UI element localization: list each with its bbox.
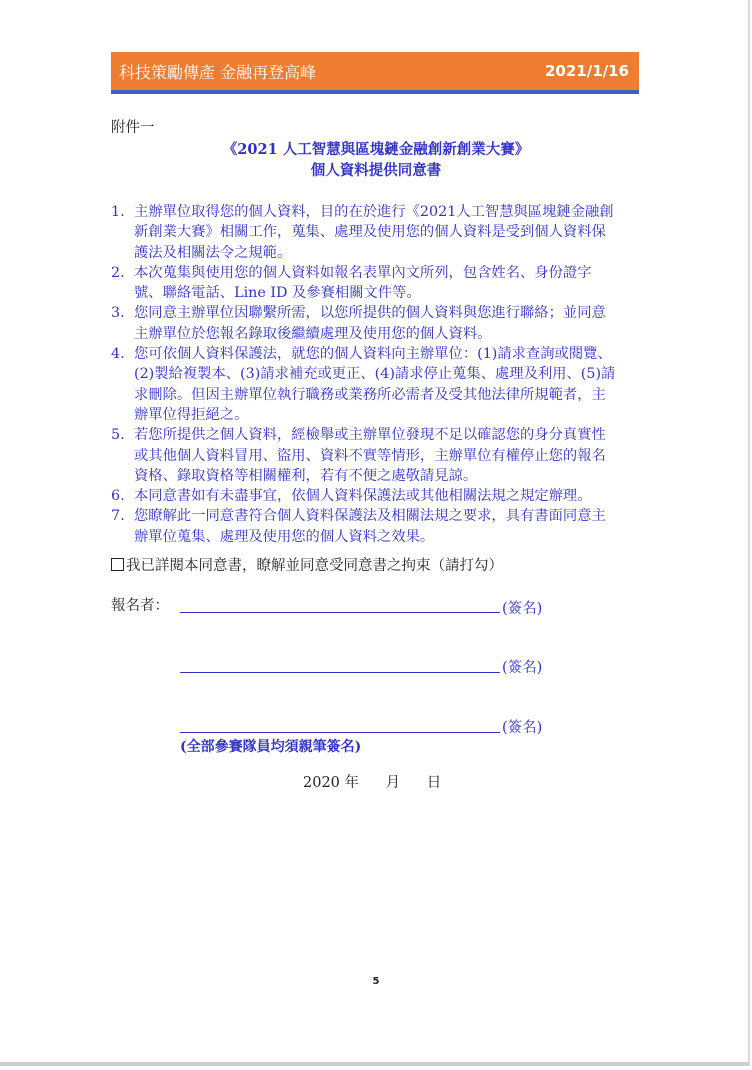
attachment-label: 附件一 — [111, 120, 155, 136]
header-date: 2021/1/16 — [544, 62, 629, 80]
consent-checkbox[interactable] — [111, 558, 124, 571]
date-line — [303, 773, 463, 793]
signer-label: 報名者： — [111, 598, 169, 614]
terms-list-item — [111, 506, 643, 547]
document-title: 《2021 人工智慧與區塊鏈金融創新創業大賽》 — [222, 141, 530, 158]
list-item-text-line: 辦單位得拒絕之。 — [134, 406, 249, 423]
team-signature-note: (全部參賽隊員均須親筆簽名) — [180, 739, 362, 755]
list-item-text-line: 主辦單位於您報名錄取後繼續處理及使用您的個人資料。 — [134, 325, 492, 342]
signature-line-3[interactable] — [180, 732, 500, 733]
list-item-text-line: (2)製給複製本、(3)請求補充或更正、(4)請求停止蒐集、處理及利用、(5)請 — [134, 366, 616, 383]
list-item-number: 2. — [111, 264, 125, 281]
date-day: 日 — [426, 775, 442, 791]
list-item-text-line: 若您所提供之個人資料，經檢舉或主辦單位發現不足以確認您的身分真實性 — [134, 427, 606, 444]
signature-line-2[interactable] — [180, 672, 500, 673]
document-subtitle: 個人資料提供同意書 — [310, 162, 442, 179]
list-item-text-line: 護法及相關法令之規範。 — [134, 244, 292, 261]
document-header — [111, 52, 639, 94]
list-item-number: 7. — [111, 508, 125, 525]
terms-list-item — [111, 263, 643, 304]
terms-list-item — [111, 202, 643, 263]
signature-suffix-1: (簽名) — [502, 601, 543, 617]
date-year: 2020 年 — [303, 775, 360, 791]
list-item-text-line: 或其他個人資料冒用、盜用、資料不實等情形，主辦單位有權停止您的報名 — [134, 447, 606, 464]
list-item-text-line: 求刪除。但因主辦單位執行職務或業務所必需者及受其他法律所規範者，主 — [134, 386, 606, 403]
terms-list-item — [111, 486, 643, 506]
page-number: 5 — [372, 976, 380, 987]
date-month: 月 — [385, 775, 401, 791]
terms-list-item — [111, 344, 643, 425]
list-item-text-line: 新創業大賽》相關工作，蒐集、處理及使用您的個人資料是受到個人資料保 — [134, 224, 606, 241]
header-title: 科技策勵傳產 金融再登高峰 — [119, 62, 317, 82]
signature-suffix-2: (簽名) — [502, 660, 543, 676]
list-item-text-line: 您可依個人資料保護法，就您的個人資料向主辦單位：(1)請求查詢或閱覽、 — [134, 346, 612, 363]
signature-suffix-3: (簽名) — [502, 720, 543, 736]
terms-list — [111, 202, 643, 547]
list-item-number: 3. — [111, 305, 125, 322]
consent-text: 我已詳閱本同意書，瞭解並同意受同意書之拘束（請打勾） — [126, 558, 503, 574]
consent-row — [111, 556, 503, 576]
list-item-text-line: 辦單位蒐集、處理及使用您的個人資料之效果。 — [134, 528, 435, 545]
list-item-text-line: 您瞭解此一同意書符合個人資料保護法及相關法規之要求，具有書面同意主 — [134, 508, 606, 525]
list-item-text-line: 號、聯絡電話、Line ID 及參賽相關文件等。 — [134, 285, 421, 302]
list-item-number: 1. — [111, 204, 125, 220]
list-item-text-line: 資格、錄取資格等相關權利，若有不便之處敬請見諒。 — [134, 467, 478, 484]
list-item-number: 4. — [111, 346, 125, 363]
list-item-number: 5. — [111, 427, 125, 444]
list-item-number: 6. — [111, 488, 125, 505]
list-item-text-line: 主辦單位取得您的個人資料，目的在於進行《2021人工智慧與區塊鏈金融創 — [134, 204, 614, 220]
list-item-text-line: 您同意主辦單位因聯繫所需，以您所提供的個人資料與您進行聯絡；並同意 — [134, 305, 606, 322]
terms-list-item — [111, 425, 643, 486]
terms-list-item — [111, 303, 643, 344]
list-item-text-line: 本次蒐集與使用您的個人資料如報名表單內文所列，包含姓名、身份證字 — [134, 264, 592, 281]
list-item-text-line: 本同意書如有未盡事宜，依個人資料保護法或其他相關法規之規定辦理。 — [134, 488, 592, 505]
signature-line-1[interactable] — [180, 612, 500, 613]
